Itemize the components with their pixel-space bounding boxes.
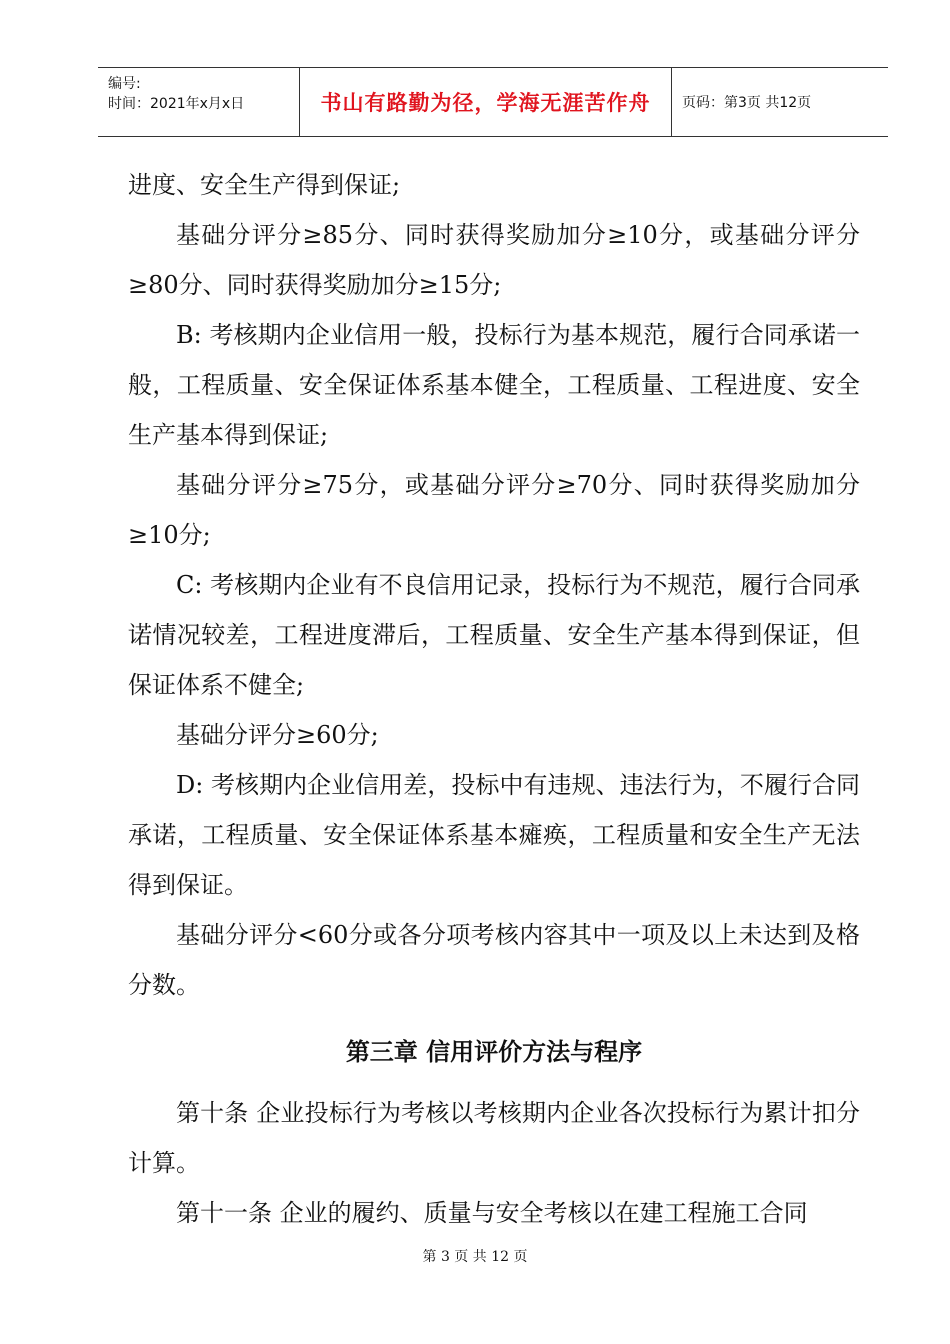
paragraph: 进度、安全生产得到保证; [128,171,401,199]
chapter-title: 第三章 信用评价方法与程序 [345,1038,643,1066]
page-header [98,67,888,137]
header-page-info: 页码：第3页 共12页 [682,95,812,111]
paragraph: 基础分评分≥60分; [176,721,379,749]
paragraph: D: 考核期内企业信用差，投标中有违规、违法行为，不履行合同承诺，工程质量、安全保证体系基本瘫痪，工程质量和安全生产无法得到保证。 [128,771,860,899]
document-body [128,160,860,1238]
time-label: 时间：2021年x月x日 [108,96,245,112]
paragraph: C: 考核期内企业有不良信用记录，投标行为不规范，履行合同承诺情况较差，工程进度滞后，工程质量、安全生产基本得到保证，但保证体系不健全; [128,571,860,699]
paragraph: 第十条 企业投标行为考核以考核期内企业各次投标行为累计扣分计算。 [128,1099,860,1177]
header-meta [98,68,300,136]
paragraph: 基础分评分≥75分，或基础分评分≥70分、同时获得奖励加分≥10分; [128,471,860,549]
header-motto: 书山有路勤为径，学海无涯苦作舟 [320,91,651,115]
paragraph: B: 考核期内企业信用一般，投标行为基本规范，履行合同承诺一般，工程质量、安全保证体系基本健全，工程质量、工程进度、安全生产基本得到保证; [128,321,860,449]
paragraph: 基础分评分<60分或各分项考核内容其中一项及以上未达到及格分数。 [128,921,860,999]
serial-label: 编号: [108,76,141,92]
paragraph: 基础分评分≥85分、同时获得奖励加分≥10分，或基础分评分≥80分、同时获得奖励加分≥15分; [128,221,860,299]
page-footer: 第 3 页 共 12 页 [422,1249,528,1265]
header-motto-cell [300,68,672,136]
paragraph: 第十一条 企业的履约、质量与安全考核以在建工程施工合同 [176,1199,808,1227]
